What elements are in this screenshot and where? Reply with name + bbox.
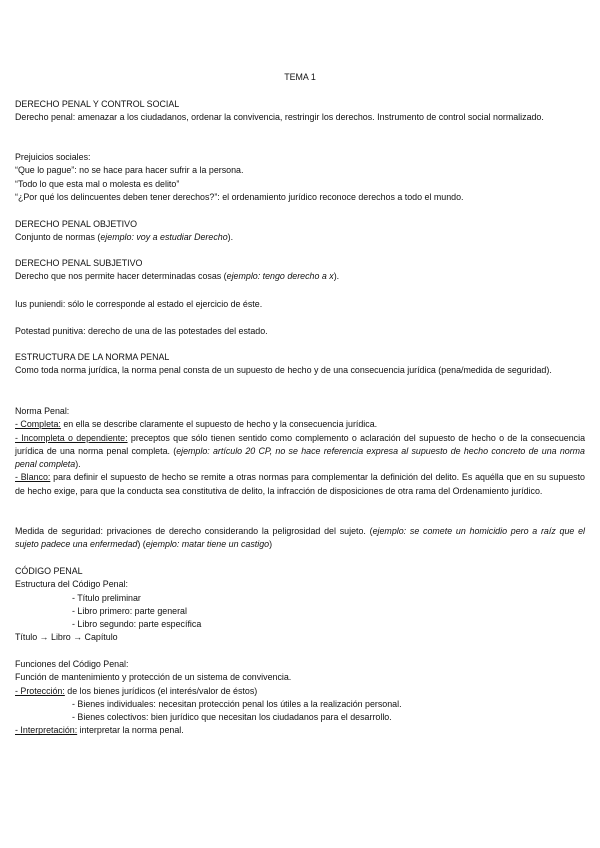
text-run: ). bbox=[75, 459, 81, 470]
section-funciones bbox=[15, 658, 585, 738]
quote-line: “Que lo pague”: no se hace para hacer sufrir a la persona. bbox=[15, 165, 244, 176]
term-label: - Blanco: bbox=[15, 472, 51, 483]
list-item: - Bienes individuales: necesitan protección penal los útiles a la realización personal. bbox=[72, 698, 402, 709]
text-run: en ella se describe claramente el supuesto de hecho y la consecuencia jurídica. bbox=[60, 419, 378, 430]
example-text: ejemplo: voy a estudiar Derecho bbox=[100, 232, 228, 243]
text-run: ). bbox=[333, 271, 340, 282]
subheading: Estructura del Código Penal: bbox=[15, 579, 128, 590]
paragraph: Función de mantenimiento y protección de un sistema de convivencia. bbox=[15, 672, 292, 683]
list-item bbox=[15, 685, 585, 698]
section-heading: DERECHO PENAL Y CONTROL SOCIAL bbox=[15, 99, 180, 109]
list-item: - Bienes colectivos: bien jurídico que necesitan los ciudadanos para el desarrollo. bbox=[72, 712, 392, 723]
section-control-social bbox=[15, 98, 585, 125]
page-title: TEMA 1 bbox=[284, 72, 316, 82]
paragraph bbox=[15, 231, 585, 244]
section-codigo-penal bbox=[15, 565, 585, 645]
term-label: - Interpretación: bbox=[15, 725, 78, 736]
section-prejuicios bbox=[15, 151, 585, 204]
text-run: Derecho que nos permite hacer determinadas cosas ( bbox=[15, 271, 227, 282]
example-text: ejemplo: matar tiene un castigo bbox=[145, 539, 270, 550]
example-text: ejemplo: se comete un homicidio pero a raíz que el sujeto padece una enfermedad bbox=[15, 526, 585, 550]
quote-line: “¿Por qué los delincuentes deben tener derechos?”: el ordenamiento jurídico reconoce derechos a todo el mundo. bbox=[15, 191, 464, 202]
section-heading: DERECHO PENAL OBJETIVO bbox=[15, 219, 137, 229]
text-run: interpretar la norma penal. bbox=[77, 725, 184, 736]
text-run: Conjunto de normas ( bbox=[15, 232, 101, 243]
list-item bbox=[15, 471, 585, 498]
section-objetivo bbox=[15, 218, 585, 245]
example-text: ejemplo: artículo 20 CP, no se hace referencia expresa al supuesto de hecho concreto de una norma penal completa bbox=[15, 445, 585, 470]
section-heading: CÓDIGO PENAL bbox=[15, 566, 83, 576]
term-label: - Completa: bbox=[15, 419, 61, 430]
section-heading: ESTRUCTURA DE LA NORMA PENAL bbox=[15, 352, 170, 362]
text-run: preceptos que sólo tienen sentido como complemento o aclaración del supuesto de hecho o de la consecuencia jurídica de una norma penal completa. ( bbox=[15, 432, 586, 456]
example-text: ejemplo: tengo derecho a x bbox=[226, 271, 334, 282]
paragraph-medida-seguridad bbox=[15, 525, 585, 552]
section-heading: Prejuicios sociales: bbox=[15, 152, 91, 162]
text-run: de los bienes jurídicos (el interés/valor de éstos) bbox=[64, 685, 258, 696]
section-heading: Norma Penal: bbox=[15, 406, 70, 416]
text-run: ) ( bbox=[137, 539, 146, 550]
list-item: - Libro primero: parte general bbox=[72, 605, 187, 616]
list-item: - Libro segundo: parte específica bbox=[72, 619, 202, 630]
section-estructura-norma bbox=[15, 351, 585, 378]
list-item bbox=[15, 724, 585, 737]
section-heading: DERECHO PENAL SUBJETIVO bbox=[15, 258, 143, 268]
text-run: Medida de seguridad: privaciones de derecho considerando la peligrosidad del sujeto. ( bbox=[15, 526, 373, 536]
paragraph bbox=[15, 270, 585, 283]
list-item: - Título preliminar bbox=[72, 592, 141, 603]
quote-line: “Todo lo que esta mal o molesta es delito” bbox=[15, 178, 180, 189]
section-norma-penal bbox=[15, 405, 585, 498]
list-item bbox=[15, 418, 585, 431]
term-label: - Protección: bbox=[15, 685, 65, 696]
paragraph-ius-puniendi: Ius puniendi: sólo le corresponde al estado el ejercicio de éste. bbox=[15, 299, 263, 309]
term-label: - Incompleta o dependiente: bbox=[15, 432, 128, 443]
paragraph: Derecho penal: amenazar a los ciudadanos, ordenar la convivencia, restringir los derechos. Instrumento de control social normalizado. bbox=[15, 112, 544, 123]
text-run: ) bbox=[269, 539, 273, 550]
list-item bbox=[15, 432, 585, 472]
paragraph: Como toda norma jurídica, la norma penal consta de un supuesto de hecho y de una consecuencia jurídica (pena/medida de seguridad). bbox=[15, 365, 552, 376]
text-run: ). bbox=[227, 232, 234, 243]
paragraph-potestad: Potestad punitiva: derecho de una de las potestades del estado. bbox=[15, 326, 268, 336]
text-run: para definir el supuesto de hecho se remite a otras normas para complementar la definición del delito. Es aquélla que en su supuesto de hecho exige, para que la conducta sea constitutiva de delito, la infracción de disposiciones de otra rama del Ordenamiento jurídico. bbox=[15, 472, 585, 496]
structure-chain: Título → Libro → Capítulo bbox=[15, 632, 118, 643]
section-heading: Funciones del Código Penal: bbox=[15, 659, 129, 669]
section-subjetivo bbox=[15, 257, 585, 284]
